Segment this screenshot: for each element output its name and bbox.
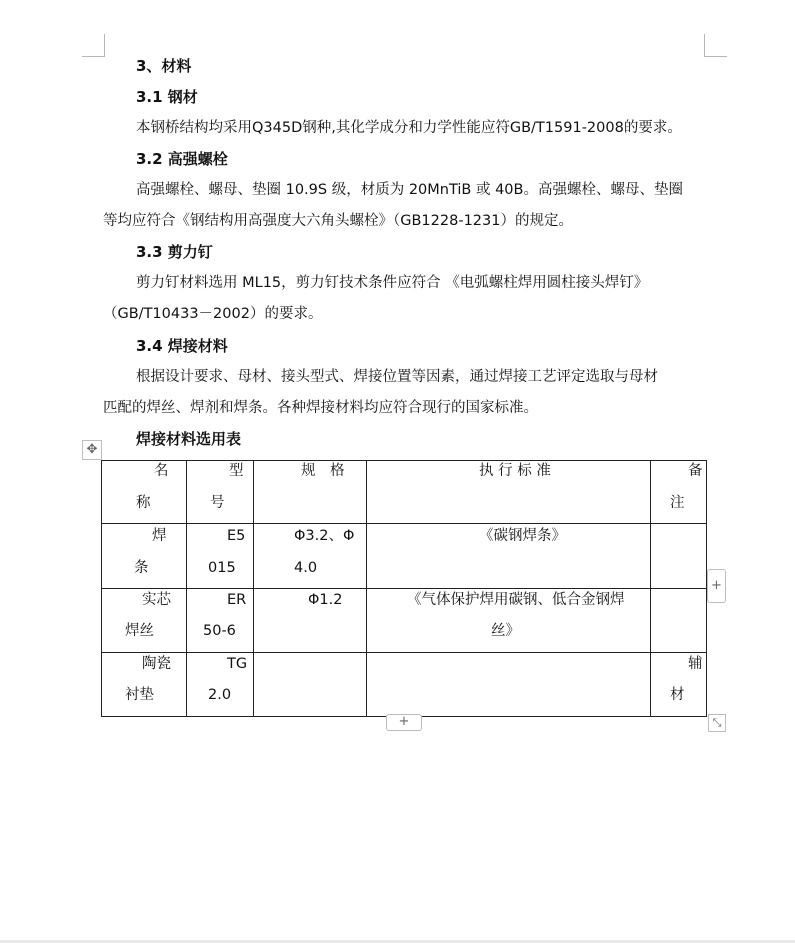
header-cell-model[interactable]	[187, 461, 254, 524]
row-3-name-cell[interactable]	[102, 653, 187, 717]
row-1-model-line-2: 015	[208, 560, 236, 576]
section-3-4-title: 3.4 焊接材料	[136, 337, 228, 355]
row-3-standard-cell[interactable]	[367, 653, 651, 717]
welding-materials-table	[101, 460, 707, 717]
section-3-title: 3、材料	[136, 57, 192, 75]
header-name-line-2: 称	[136, 495, 151, 511]
row-3-name-line-1: 陶瓷	[142, 656, 171, 672]
section-3-1-text: 本钢桥结构均采用Q345D钢种,其化学成分和力学性能应符GB/T1591-2008的要求。	[136, 120, 682, 136]
row-1-standard-line-1: 《碳钢焊条》	[479, 528, 566, 544]
row-3-name-line-2: 衬垫	[125, 687, 154, 703]
add-row-icon[interactable]: +	[386, 714, 422, 731]
header-model-line-2: 号	[210, 495, 225, 511]
table-title: 焊接材料选用表	[136, 430, 242, 448]
row-2-spec-cell[interactable]	[254, 589, 367, 653]
header-cell-note[interactable]	[651, 461, 707, 524]
table-row	[102, 524, 707, 589]
row-1-spec-line-1: Φ3.2、Φ	[294, 528, 355, 544]
section-3-4-line-1: 根据设计要求、母材、接头型式、焊接位置等因素，通过焊接工艺评定选取与母材	[136, 369, 658, 385]
row-2-standard-line-2: 丝》	[491, 623, 520, 639]
add-column-icon[interactable]: +	[707, 569, 726, 603]
row-3-spec-cell[interactable]	[254, 653, 367, 717]
row-1-spec-cell[interactable]	[254, 524, 367, 589]
header-spec: 规 格	[301, 463, 345, 479]
row-3-note-line-1: 辅	[688, 656, 703, 672]
row-2-name-cell[interactable]	[102, 589, 187, 653]
row-2-standard-line-1: 《气体保护焊用碳钢、低合金钢焊	[407, 592, 625, 608]
row-2-name-line-2: 焊丝	[125, 623, 154, 639]
row-1-name-line-2: 条	[134, 560, 149, 576]
table-header-row	[102, 461, 707, 524]
row-1-note-cell[interactable]	[651, 524, 707, 589]
section-3-3-line-1: 剪力钉材料选用 ML15，剪力钉技术条件应符合 《电弧螺柱焊用圆柱接头焊钉》	[136, 275, 649, 291]
margin-corner-top-right	[704, 34, 727, 57]
header-cell-standard[interactable]	[367, 461, 651, 524]
header-cell-spec[interactable]	[254, 461, 367, 524]
row-3-note-cell[interactable]	[651, 653, 707, 717]
section-3-1-title: 3.1 钢材	[136, 88, 198, 106]
header-standard: 执 行 标 准	[479, 463, 551, 479]
section-3-3-title: 3.3 剪力钉	[136, 243, 213, 261]
header-note-line-1: 备	[688, 463, 703, 479]
row-2-model-line-1: ER	[227, 592, 247, 608]
row-1-name-cell[interactable]	[102, 524, 187, 589]
row-2-model-cell[interactable]	[187, 589, 254, 653]
header-name-line-1: 名	[154, 463, 169, 479]
row-2-spec-line-1: Φ1.2	[308, 592, 343, 608]
row-2-model-line-2: 50-6	[203, 623, 236, 639]
row-1-model-cell[interactable]	[187, 524, 254, 589]
row-1-standard-cell[interactable]	[367, 524, 651, 589]
header-model-line-1: 型	[229, 463, 244, 479]
row-3-model-line-2: 2.0	[208, 687, 232, 703]
row-1-model-line-1: E5	[227, 528, 246, 544]
row-3-note-line-2: 材	[670, 687, 685, 703]
section-3-4-line-2: 匹配的焊丝、焊剂和焊条。各种焊接材料均应符合现行的国家标准。	[103, 400, 538, 416]
row-2-note-cell[interactable]	[651, 589, 707, 653]
section-3-2-line-2: 等均应符合《钢结构用高强度大六角头螺栓》（GB1228-1231）的规定。	[103, 213, 573, 229]
section-3-2-line-1: 高强螺栓、螺母、垫圈 10.9S 级，材质为 20MnTiB 或 40B。高强螺栓、螺母、垫圈	[136, 182, 683, 198]
table-move-icon[interactable]: ✥	[82, 440, 102, 460]
header-cell-name[interactable]	[102, 461, 187, 524]
row-3-model-cell[interactable]	[187, 653, 254, 717]
row-1-spec-line-2: 4.0	[294, 560, 318, 576]
row-2-name-line-1: 实芯	[142, 592, 171, 608]
row-1-name-line-1: 焊	[152, 528, 167, 544]
row-2-standard-cell[interactable]	[367, 589, 651, 653]
table-row	[102, 589, 707, 653]
margin-corner-top-left	[82, 34, 105, 57]
table-resize-icon[interactable]: ⤡	[708, 714, 726, 732]
row-3-model-line-1: TG	[227, 656, 248, 672]
header-note-line-2: 注	[670, 495, 685, 511]
table-row	[102, 653, 707, 717]
section-3-2-title: 3.2 高强螺栓	[136, 150, 228, 168]
section-3-3-line-2: （GB/T10433－2002）的要求。	[103, 306, 323, 322]
